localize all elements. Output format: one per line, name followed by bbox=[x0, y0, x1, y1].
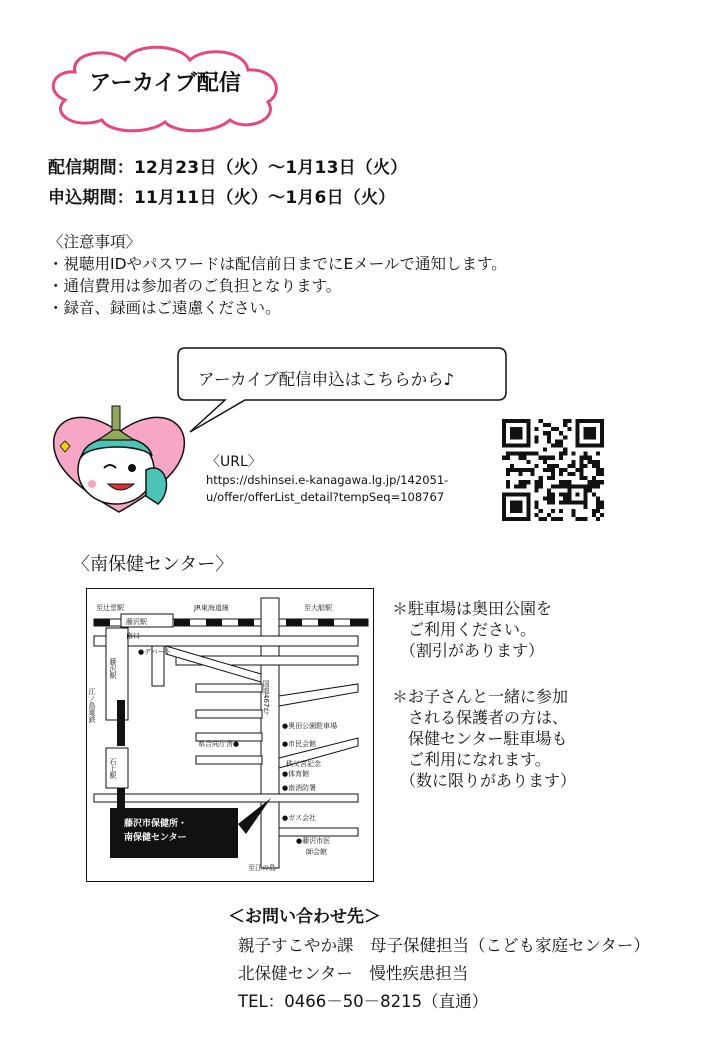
note-item: ・視聴用IDやパスワードは配信前日までにEメールで通知します。 bbox=[48, 255, 507, 273]
map-label-to-enoshima: 至江の島 bbox=[248, 864, 276, 872]
contact-phone[interactable]: TEL：0466－50－8215（直通） bbox=[238, 992, 489, 1011]
map-label-department: ●デパート bbox=[138, 648, 172, 656]
map-label-fujisawa-station: 藤沢駅 bbox=[126, 618, 147, 626]
notes-heading: 〈注意事項〉 bbox=[48, 233, 142, 251]
map-label-ishigami: 石上駅 bbox=[109, 758, 117, 779]
map-label-medical: ●藤沢市医 bbox=[296, 837, 331, 845]
contact-line: 北保健センター 慢性疾患担当 bbox=[238, 964, 469, 983]
map-label-gym: ●体育館 bbox=[282, 770, 310, 778]
contact-line: 親子すこやか課 母子保健担当（こども家庭センター） bbox=[238, 936, 650, 955]
map-label-city-hall: ●市民会館 bbox=[282, 740, 317, 748]
map-label-south-exit: 南口 bbox=[126, 632, 140, 640]
qr-code-icon[interactable] bbox=[502, 419, 604, 521]
url-line[interactable]: https://dshinsei.e-kanagawa.lg.jp/142051- bbox=[206, 473, 449, 487]
map-label-health-center2: 南保健センター bbox=[124, 833, 187, 843]
map-label-route: 国道467号 bbox=[262, 680, 270, 715]
delivery-period: 配信期間：12月23日（火）～1月13日（火） bbox=[48, 158, 408, 178]
map-label-gas: ●ガス会社 bbox=[282, 814, 317, 822]
signup-url[interactable] bbox=[206, 472, 476, 506]
map-heading: 〈南保健センター〉 bbox=[72, 554, 234, 575]
map-label-medical2: 師会館 bbox=[306, 848, 327, 856]
note-item: ・録音、録画はご遠慮ください。 bbox=[48, 299, 281, 317]
map-label-health-center1: 藤沢市保健所・ bbox=[124, 819, 188, 829]
map-label-gov-bldg: 県合同庁舎● bbox=[198, 740, 240, 748]
access-map bbox=[86, 588, 374, 882]
map-label-fire: ●南消防署 bbox=[282, 784, 317, 792]
guardian-parking-note: ＊お子さんと一緒に参加 される保護者の方は、 保健センター駐車場も ご利用になれます。 （数に限りがあります） bbox=[392, 687, 577, 790]
url-label: 〈URL〉 bbox=[206, 454, 262, 470]
contact-title: ＜お問い合わせ先＞ bbox=[228, 907, 381, 927]
note-item: ・通信費用は参加者のご負担となります。 bbox=[48, 277, 342, 295]
page-title: アーカイブ配信 bbox=[89, 71, 241, 96]
mascot-icon bbox=[46, 400, 192, 518]
map-label-okuda-park: ●奥田公園駐車場 bbox=[282, 722, 338, 730]
signup-bubble-text: アーカイブ配信申込はこちらから♪ bbox=[198, 370, 455, 389]
map-label-station-vertical: 藤沢駅 bbox=[109, 658, 117, 679]
map-label-jr-line: JR東海道線 bbox=[194, 604, 229, 612]
application-period: 申込期間：11月11日（火）～1月6日（火） bbox=[48, 188, 396, 208]
map-label-to-ofuna: 至大船駅 bbox=[304, 604, 332, 612]
map-label-enoden: 江ノ島電鉄 bbox=[88, 688, 96, 723]
parking-note: ＊駐車場は奥田公園を ご利用ください。 （割引があります） bbox=[392, 599, 553, 660]
notes-block bbox=[48, 231, 507, 319]
map-label-chichibu: 秩父宮記念 bbox=[286, 760, 321, 768]
url-line[interactable]: u/offer/offerList_detail?tempSeq=108767 bbox=[206, 490, 445, 504]
map-label-to-chigasaki: 至辻堂駅 bbox=[96, 604, 124, 612]
